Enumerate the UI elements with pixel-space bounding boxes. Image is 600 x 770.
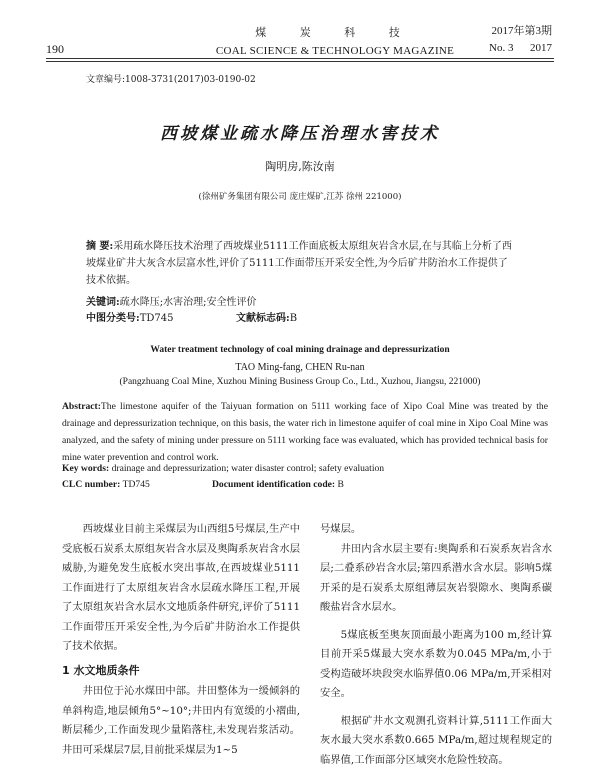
doc-code-cn-value: B — [290, 313, 297, 324]
article-title-en: Water treatment technology of coal mining drainage and depressurization — [0, 345, 600, 355]
affiliation-en: (Pangzhuang Coal Mine, Xuzhou Mining Business Group Co., Ltd., Xuzhou, Jiangsu, 221000) — [0, 377, 600, 387]
abstract-cn — [86, 238, 516, 289]
doc-code-en-label: Document identification code: — [212, 479, 335, 490]
paragraph-gap — [320, 704, 552, 712]
clc-cn-value: TD745 — [140, 313, 174, 324]
issue-year: 2017 — [530, 42, 552, 54]
body-paragraph: 根据矿井水文观测孔资料计算,5111工作面大灰水最大突水系数0.665 MPa/m,超过规程规定的临界值,工作面部分区域突水危险性较高。 — [320, 712, 552, 770]
body-paragraph: 西坡煤业目前主采煤层为山西组5号煤层,生产中受底板石炭系太原组灰岩含水层及奥陶系灰岩含水层威胁,为避免发生底板水突出事故,在西坡煤业5111工作面进行了太原组灰岩含水层疏水降压工程,开展了太原组灰岩含水层水文地质条件研究,评价了5111工作面带压开采安全性,为今后矿井防治水工作提供了技术依据。 — [62, 520, 300, 657]
magazine-title-en: COAL SCIENCE & TECHNOLOGY MAGAZINE — [205, 45, 465, 57]
body-left-column — [62, 520, 300, 760]
body-right-column — [320, 520, 552, 770]
page-number: 190 — [46, 42, 64, 57]
abstract-en — [62, 398, 548, 466]
article-title-cn: 西坡煤业疏水降压治理水害技术 — [0, 119, 600, 144]
abstract-en-label: Abstract: — [62, 401, 101, 412]
body-paragraph: 5煤底板至奥灰顶面最小距离为100 m,经计算目前开采5煤最大突水系数为0.045 MPa/m,小于受构造破坏块段突水临界值0.06 MPa/m,开采相对安全。 — [320, 626, 552, 704]
clc-cn — [86, 309, 516, 324]
authors-en: TAO Ming-fang, CHEN Ru-nan — [0, 362, 600, 373]
doc-code-en-value: B — [338, 479, 344, 490]
paragraph-gap — [320, 618, 552, 626]
body-paragraph: 井田位于沁水煤田中部。井田整体为一缓倾斜的单斜构造,地层倾角5°~10°;井田内有宽缓的小褶曲,断层稀少,工作面发现少量陷落柱,未发现岩浆活动。井田可采煤层7层,目前批采煤层为1~5 — [62, 682, 300, 760]
issue-en — [489, 40, 552, 57]
header-rule-thin — [46, 61, 554, 62]
abstract-cn-label: 摘 要: — [86, 241, 113, 252]
keywords-en — [62, 463, 548, 474]
doc-code-en — [212, 479, 344, 490]
doc-code-cn — [236, 309, 297, 324]
issue-info — [489, 23, 552, 57]
header-rule — [46, 58, 554, 59]
magazine-title-cn: 煤 炭 科 技 — [205, 24, 465, 40]
clc-en-label: CLC number: — [62, 479, 120, 490]
abstract-en-text: The limestone aquifer of the Taiyuan formation on 5111 working face of Xipo Coal Mine was treated by the drainage and depressurization technique, on this basis, the water rich in limestone aquifer of coal mine in Xipo Coal Mine was analyzed, and the safety of mining under pressure on 5111 working face was evaluated, which has provided technical basis for mine water prevention and control work. — [62, 401, 548, 463]
clc-cn-label: 中图分类号: — [86, 313, 140, 324]
abstract-cn-text: 采用疏水降压技术治理了西坡煤业5111工作面底板太原组灰岩含水层,在与其临上分析了西坡煤业矿井大灰含水层富水性,评价了5111工作面带压开采安全性,为今后矿井防治水工作提供了技术依据。 — [86, 241, 512, 286]
body-paragraph: 井田内含水层主要有:奥陶系和石炭系灰岩含水层;二叠系砂岩含水层;第四系潜水含水层。影响5煤开采的是石炭系太原组薄层灰岩裂隙水、奥陶系碳酸盐岩含水层水。 — [320, 540, 552, 618]
clc-en-value: TD745 — [123, 479, 150, 490]
magazine-title — [205, 24, 465, 57]
issue-no: No. 3 — [489, 42, 513, 54]
keywords-cn-text: 疏水降压;水害治理;安全性评价 — [120, 297, 257, 308]
clc-en — [62, 479, 548, 490]
keywords-cn — [86, 293, 516, 308]
issue-cn: 2017年第3期 — [489, 23, 552, 40]
section-heading: 1 水文地质条件 — [62, 661, 300, 681]
article-number: 文章编号:1008-3731(2017)03-0190-02 — [86, 72, 256, 85]
affiliation-cn: (徐州矿务集团有限公司 庞庄煤矿,江苏 徐州 221000) — [0, 190, 600, 202]
doc-code-cn-label: 文献标志码: — [236, 313, 290, 324]
keywords-cn-label: 关键词: — [86, 297, 120, 308]
authors-cn: 陶明房,陈汝南 — [0, 158, 600, 174]
keywords-en-label: Key words: — [62, 463, 109, 474]
keywords-en-text: drainage and depressurization; water disaster control; safety evaluation — [112, 463, 385, 474]
body-paragraph: 号煤层。 — [320, 520, 552, 540]
